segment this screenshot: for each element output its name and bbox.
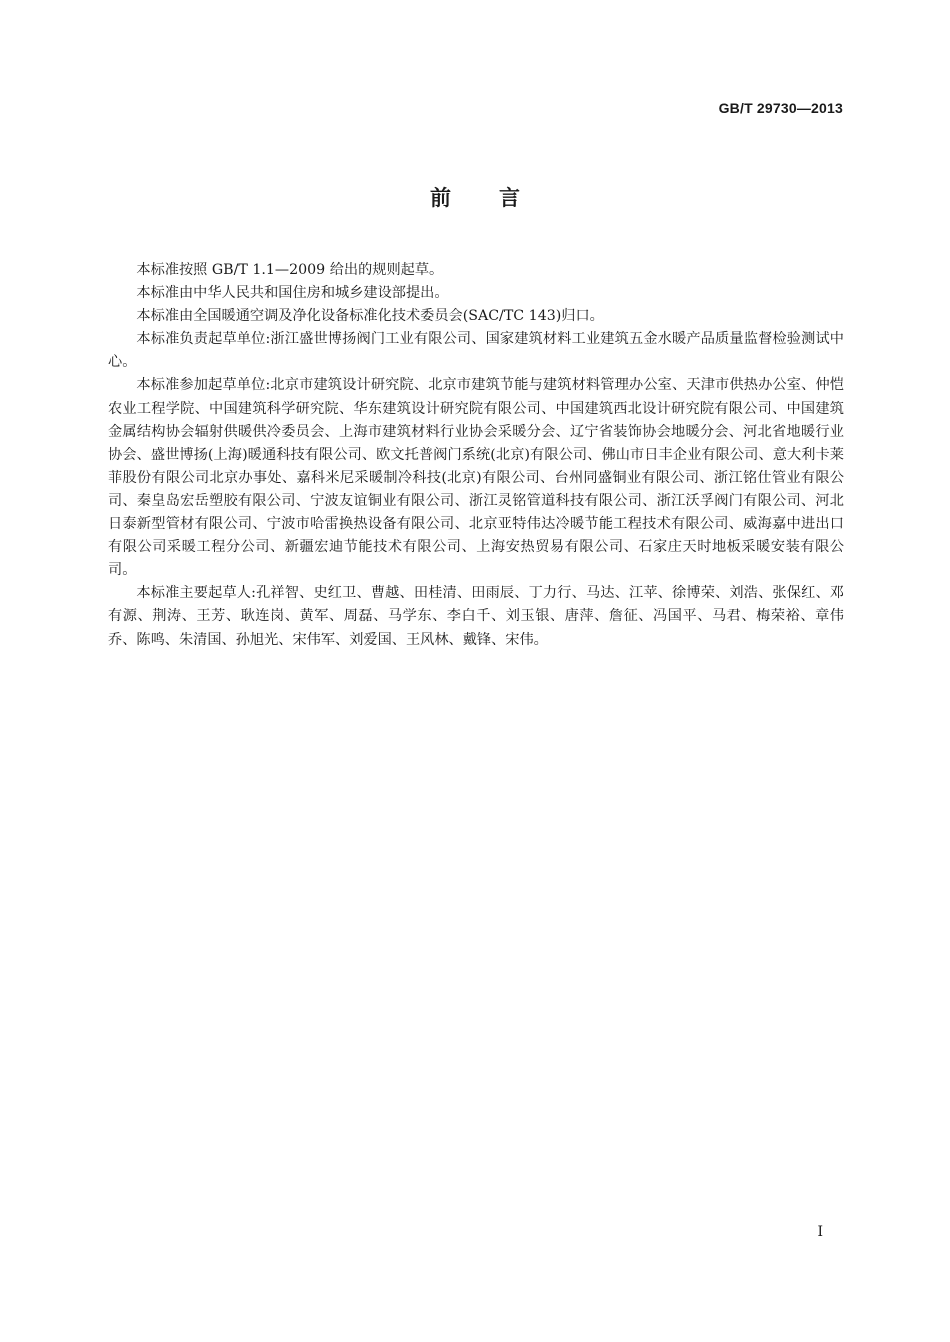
- page-title: 前言: [430, 186, 568, 210]
- foreword-body: [108, 259, 844, 652]
- paragraph-administrator: 本标准由全国暖通空调及净化设备标准化技术委员会(SAC/TC 143)归口。: [136, 308, 604, 325]
- paragraph-drafting-rules: 本标准按照 GB/T 1.1—2009 给出的规则起草。: [136, 262, 444, 278]
- paragraph-lead-drafters: 本标准负责起草单位:浙江盛世博扬阀门工业有限公司、国家建筑材料工业建筑五金水暖产品质量监督检验测试中心。: [108, 331, 844, 371]
- standard-number: GB/T 29730—2013: [718, 100, 843, 116]
- paragraph-main-drafters: 本标准主要起草人:孔祥智、史红卫、曹越、田桂清、田雨辰、丁力行、马达、江苹、徐博荣、刘浩、张保红、邓有源、荆涛、王芳、耿连岗、黄军、周磊、马学东、李白千、刘玉银、唐萍、詹征、冯国平、马君、梅荣裕、章伟乔、陈鸣、朱清国、孙旭光、宋伟军、刘爱国、王风林、戴锋、宋伟。: [108, 585, 844, 648]
- paragraph-proposer: 本标准由中华人民共和国住房和城乡建设部提出。: [136, 285, 449, 302]
- page-number: I: [817, 1224, 823, 1240]
- paragraph-participating-drafters: 本标准参加起草单位:北京市建筑设计研究院、北京市建筑节能与建筑材料管理办公室、天津市供热办公室、仲恺农业工程学院、中国建筑科学研究院、华东建筑设计研究院有限公司、中国建筑西北设计研究院有限公司、中国建筑金属结构协会辐射供暖供冷委员会、上海市建筑材料行业协会采暖分会、辽宁省装饰协会地暖分会、河北省地暖行业协会、盛世博扬(上海)暖通科技有限公司、欧文托普阀门系统(北京)有限公司、佛山市日丰企业有限公司、意大利卡莱菲股份有限公司北京办事处、嘉科米尼采暖制冷科技(北京)有限公司、台州同盛铜业有限公司、浙江铭仕管业有限公司、秦皇岛宏岳塑胶有限公司、宁波友谊铜业有限公司、浙江灵铭管道科技有限公司、浙江沃孚阀门有限公司、河北日泰新型管材有限公司、宁波市哈雷换热设备有限公司、北京亚特伟达冷暖节能工程技术有限公司、威海嘉中进出口有限公司采暖工程分公司、新疆宏迪节能技术有限公司、上海安热贸易有限公司、石家庄天时地板采暖安装有限公司。: [108, 377, 844, 579]
